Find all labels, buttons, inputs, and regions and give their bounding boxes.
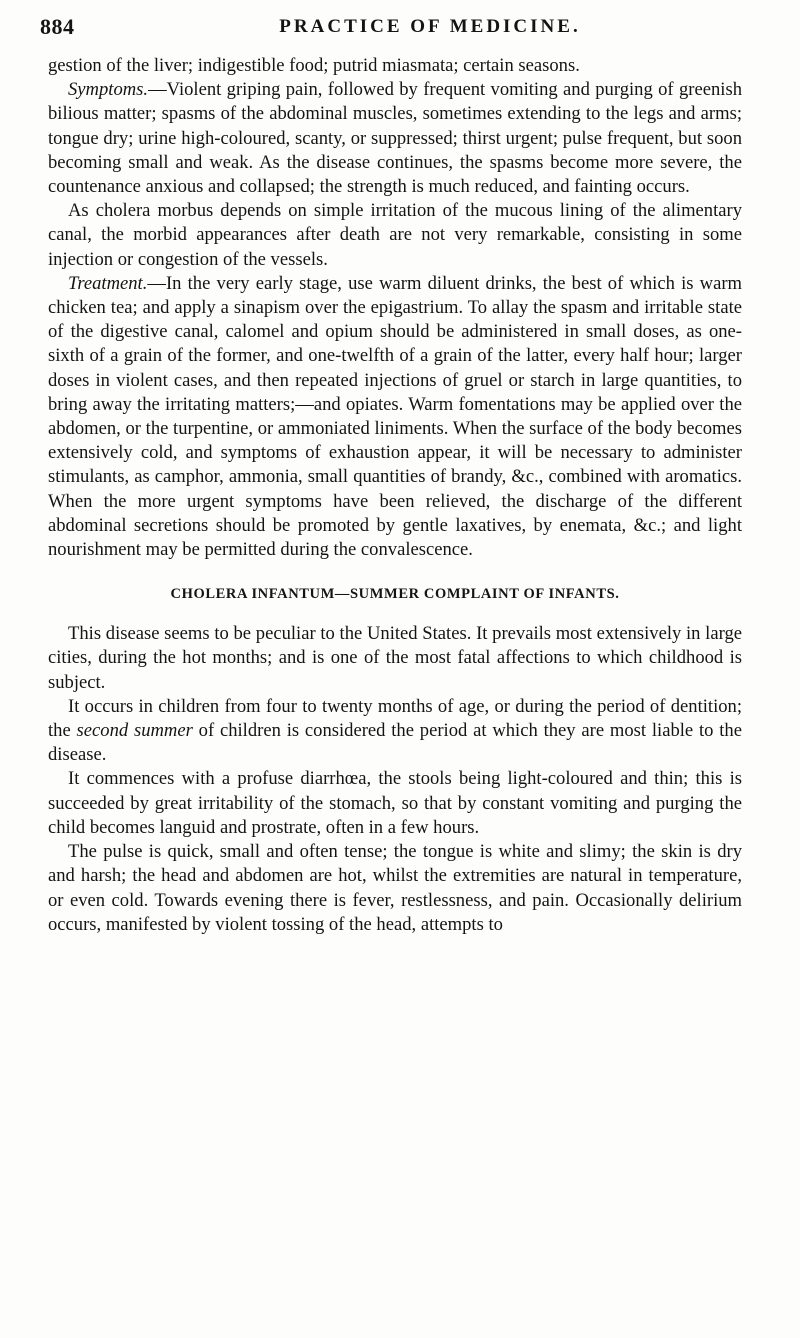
running-title: PRACTICE OF MEDICINE. — [279, 16, 581, 37]
section-heading: CHOLERA INFANTUM—SUMMER COMPLAINT OF INFANTS. — [170, 586, 620, 603]
page-number: 884 — [40, 14, 75, 39]
paragraph-treatment — [48, 272, 742, 562]
paragraph-morbid-appearances — [48, 199, 742, 272]
paragraph-text: This disease seems to be peculiar to the United States. It prevails most extensively in large cities, during the hot months; and is one of the most fatal affections to which childhood is subject. — [48, 623, 742, 693]
paragraph-text: —In the very early stage, use warm diluent drinks, the best of which is warm chicken tea; and apply a sinapism over the epigastrium. To allay the spasm and irritable state of the digestive canal, calomel and opium should be administered in small doses, as one-sixth of a grain of the former, and one-twelfth of a grain of the latter, every half hour; larger doses in violent cases, and then repeated injections of gruel or starch in large quantities, to bring away the irritating matters;—and opiates. Warm fomentations may be applied over the abdomen, or the turpentine, or ammoniated liniments. When the surface of the body becomes extensively cold, and symptoms of exhaustion appear, it will be necessary to administer stimulants, as camphor, ammonia, small quantities of brandy, &c., combined with aromatics. When the more urgent symptoms have been relieved, the discharge of the different abdominal secretions should be promoted by gentle laxatives, by enemata, &c.; and light nourishment may be permitted during the convalescence. — [48, 272, 742, 561]
paragraph-prevalence — [48, 622, 742, 695]
paragraph-text: As cholera morbus depends on simple irritation of the mucous lining of the alimentary canal, the morbid appearances after death are not very remarkable, consisting in some injection or congestion of the vessels. — [48, 200, 742, 270]
paragraph-symptoms — [48, 78, 742, 199]
paragraph-lead: Treatment. — [68, 272, 148, 294]
paragraph-lead: Symptoms. — [68, 79, 149, 101]
paragraph-text: gestion of the liver; indigestible food; putrid miasmata; certain seasons. — [48, 55, 580, 76]
paragraph-text: It commences with a profuse diarrhœa, the stools being light-coloured and thin; this is succeeded by great irritability of the stomach, so that by constant vomiting and purging the child becomes languid and prostrate, often in a few hours. — [48, 768, 742, 838]
paragraph-text: —Violent griping pain, followed by frequent vomiting and purging of greenish bilious matter; spasms of the abdominal muscles, sometimes extending to the legs and arms; tongue dry; urine high-coloured, scanty, or suppressed; thirst urgent; pulse frequent, but soon becoming small and weak. As the disease continues, the spasms become more severe, the countenance anxious and collapsed; the strength is much reduced, and fainting occurs. — [48, 79, 742, 198]
emphasis-text: second summer — [76, 720, 193, 742]
running-head — [40, 14, 760, 44]
paragraph-text: The pulse is quick, small and often tense; the tongue is white and slimy; the skin is dry and harsh; the head and abdomen are hot, whilst the extremities are natural in temperature, or even cold. Towards evening there is fever, restlessness, and pain. Occasionally delirium occurs, manifested by violent tossing of the head, attempts to — [48, 841, 742, 935]
body-text — [48, 54, 742, 937]
paragraph-onset — [48, 767, 742, 840]
paragraph-continuation — [48, 54, 742, 78]
paragraph-pulse — [48, 840, 742, 937]
paragraph-text: It occurs in children from four to twenty months of age, or during the period of dentition; the — [48, 695, 742, 742]
paragraph-age — [48, 695, 742, 768]
paragraph-text: of children is considered the period at which they are most liable to the disease. — [48, 720, 742, 766]
